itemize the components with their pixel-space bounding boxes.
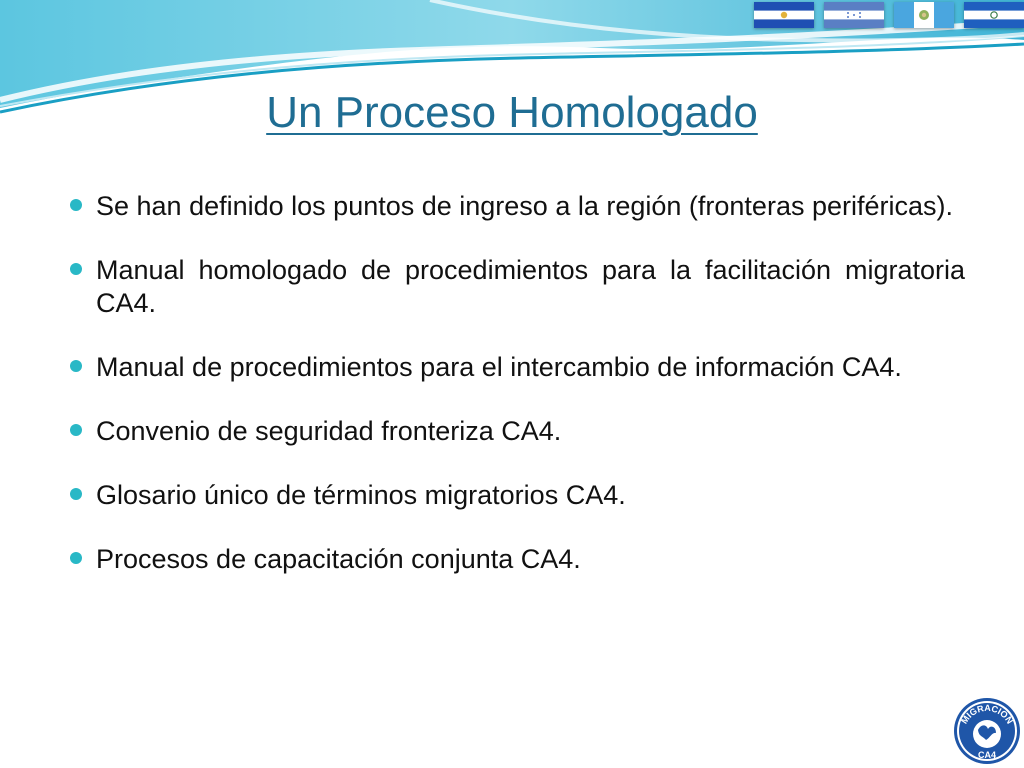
list-item bbox=[70, 543, 965, 576]
list-item bbox=[70, 415, 965, 448]
bullet-icon bbox=[70, 488, 82, 500]
list-item-text: Manual de procedimientos para el intercambio de información CA4. bbox=[96, 352, 902, 382]
list-item-text: Se han definido los puntos de ingreso a la región (fronteras periféricas). bbox=[96, 191, 953, 221]
slide-title: Un Proceso Homologado bbox=[266, 88, 758, 137]
list-item-text: Manual homologado de procedimientos para la facilitación migratoria CA4. bbox=[96, 255, 965, 318]
list-item-text: Convenio de seguridad fronteriza CA4. bbox=[96, 416, 562, 446]
list-item-text: Glosario único de términos migratorios CA4. bbox=[96, 480, 626, 510]
list-item bbox=[70, 254, 965, 320]
bullet-icon bbox=[70, 552, 82, 564]
bullet-icon bbox=[70, 263, 82, 275]
bullet-icon bbox=[70, 424, 82, 436]
list-item bbox=[70, 190, 965, 223]
list-item-text: Procesos de capacitación conjunta CA4. bbox=[96, 544, 581, 574]
el-salvador-flag-icon bbox=[754, 2, 814, 28]
logo-top-text: MIGRACION bbox=[959, 702, 1015, 726]
honduras-flag-icon bbox=[824, 2, 884, 28]
nicaragua-flag-icon bbox=[964, 2, 1024, 28]
flags-bar bbox=[754, 2, 1024, 28]
bullet-icon bbox=[70, 199, 82, 211]
migracion-ca4-logo-icon bbox=[952, 696, 1022, 766]
list-item bbox=[70, 351, 965, 384]
logo-bottom-text: CA4 bbox=[977, 750, 997, 760]
bullet-list bbox=[70, 190, 965, 607]
guatemala-flag-icon bbox=[894, 2, 954, 28]
list-item bbox=[70, 479, 965, 512]
bullet-icon bbox=[70, 360, 82, 372]
